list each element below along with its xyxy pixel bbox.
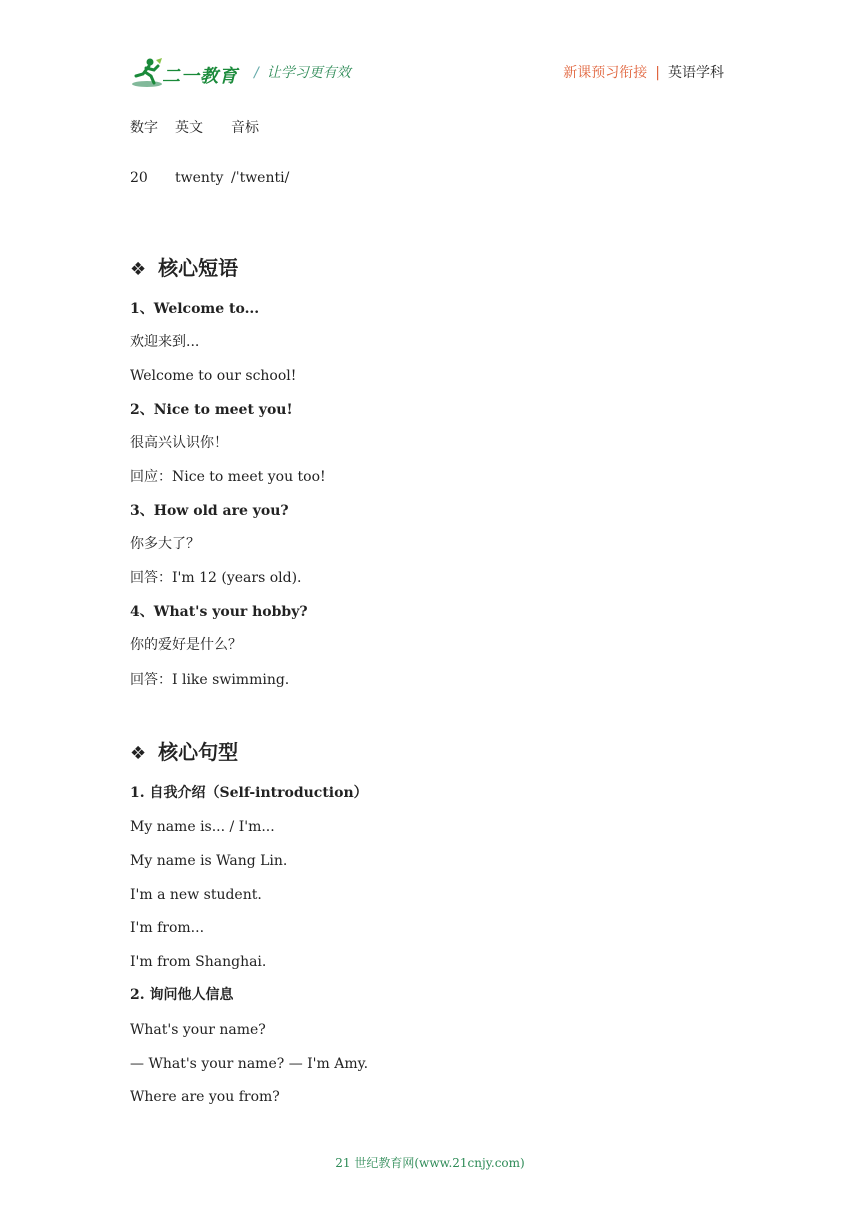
phrase-line: 很高兴认识你！ bbox=[130, 435, 228, 451]
phrase-line: 回应：Nice to meet you too! bbox=[130, 469, 326, 485]
phrase-line: 你的爱好是什么？ bbox=[130, 637, 242, 653]
col-header-english: 英文 bbox=[175, 120, 203, 136]
page-header bbox=[130, 56, 730, 92]
col-header-number: 数字 bbox=[130, 120, 158, 136]
slogan bbox=[254, 62, 351, 82]
sentence-line: I'm from Shanghai. bbox=[130, 954, 267, 970]
phrase-line: 回答：I'm 12 (years old). bbox=[130, 570, 302, 586]
phrase-line: 回答：I like swimming. bbox=[130, 672, 290, 688]
sentence-line: Where are you from? bbox=[130, 1089, 280, 1105]
section-heading-phrases: ❖ 核心短语 bbox=[130, 256, 239, 280]
sentence-title-2: 2. 询问他人信息 bbox=[130, 987, 234, 1003]
col-header-phonetic: 音标 bbox=[231, 120, 259, 136]
logo-text: 二一教育 bbox=[162, 66, 238, 87]
sentence-title-1: 1. 自我介绍（Self-introduction） bbox=[130, 785, 368, 801]
course-label: 新课预习衔接 bbox=[563, 65, 648, 81]
diamond-bullet-icon: ❖ bbox=[130, 743, 147, 764]
subject-label: 英语学科 bbox=[668, 65, 724, 81]
runner-logo-icon bbox=[130, 56, 164, 90]
phrase-title-3: 3、How old are you? bbox=[130, 503, 289, 519]
cell-phonetic: /ˈtwenti/ bbox=[231, 170, 290, 186]
slogan-text: 让学习更有效 bbox=[266, 65, 351, 81]
cell-english: twenty bbox=[175, 170, 224, 186]
sentence-line: My name is Wang Lin. bbox=[130, 853, 288, 869]
phrase-title-2: 2、Nice to meet you! bbox=[130, 402, 293, 418]
sentence-line: — What's your name? — I'm Amy. bbox=[130, 1056, 369, 1072]
numbers-table-header bbox=[130, 119, 259, 137]
sentence-line: What's your name? bbox=[130, 1022, 266, 1038]
section-heading-sentences: ❖ 核心句型 bbox=[130, 740, 239, 764]
sentence-line: My name is... / I'm... bbox=[130, 819, 275, 835]
phrase-title-4: 4、What's your hobby? bbox=[130, 604, 308, 620]
sentence-line: I'm a new student. bbox=[130, 887, 262, 903]
sentence-line: I'm from... bbox=[130, 920, 205, 936]
diamond-bullet-icon: ❖ bbox=[130, 259, 147, 280]
phrase-line: 欢迎来到... bbox=[130, 334, 200, 350]
phrase-title-1: 1、Welcome to... bbox=[130, 301, 260, 317]
phrase-line: 你多大了？ bbox=[130, 536, 200, 552]
slogan-slash: / bbox=[254, 65, 259, 81]
logo bbox=[130, 56, 240, 90]
table-row bbox=[130, 169, 289, 187]
header-separator: | bbox=[655, 65, 660, 81]
page-footer: 21 世纪教育网(www.21cnjy.com) bbox=[335, 1156, 525, 1170]
cell-number: 20 bbox=[130, 170, 148, 186]
phrase-line: Welcome to our school! bbox=[130, 368, 297, 384]
header-course-info bbox=[563, 62, 724, 82]
